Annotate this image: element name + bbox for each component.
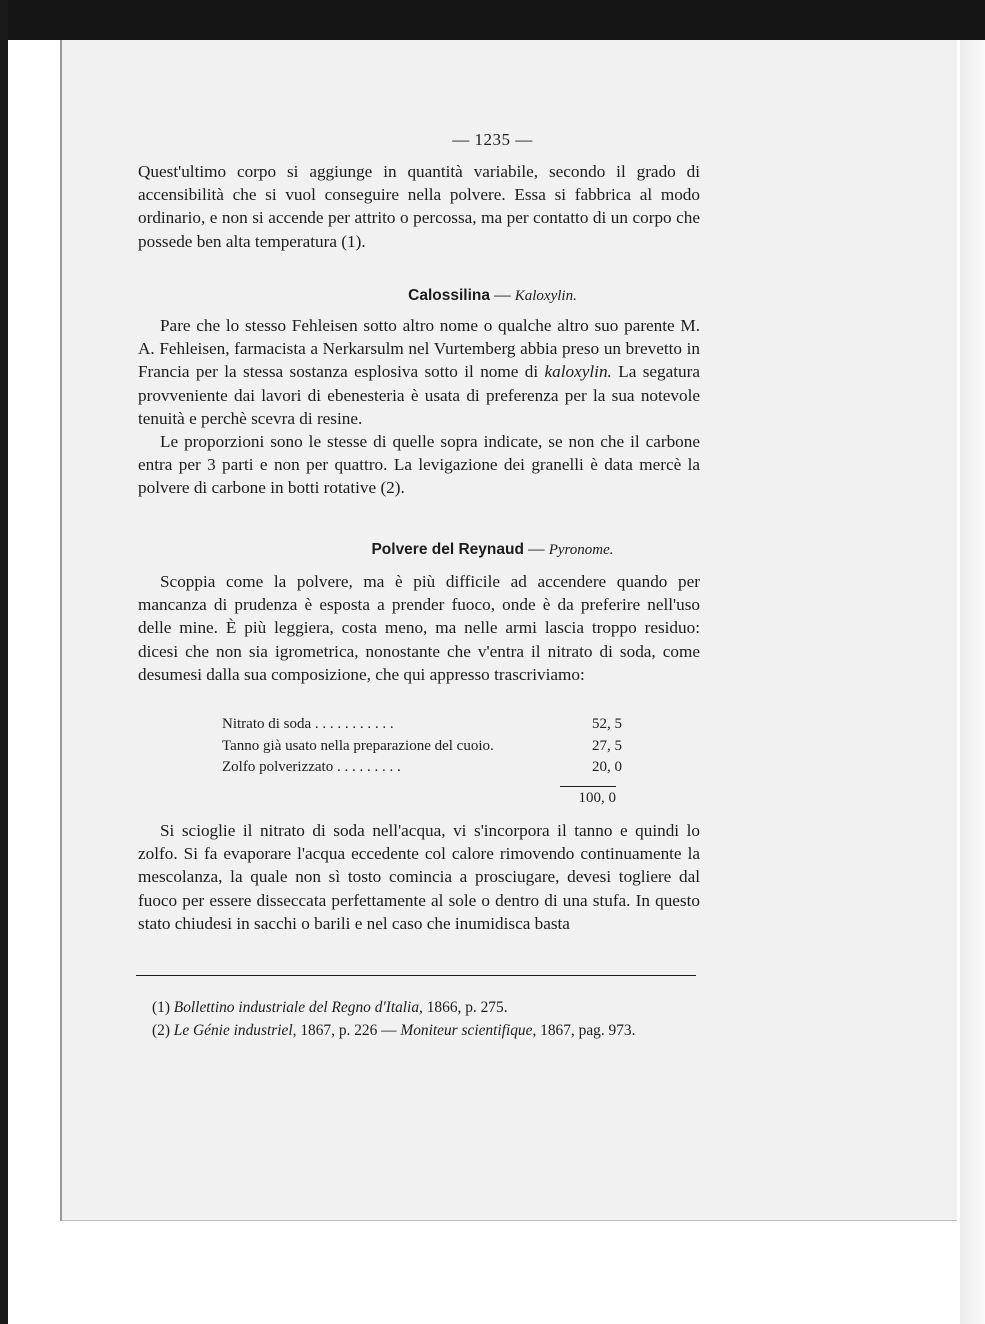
paragraph-2-text-a: Pare che lo stesso Fehleisen sotto altro nome o qualche altro suo parente M. A. Fehleisen, farmacista a Nerkarsulm nel Vurtemberg abbia preso un brevetto in Francia per la stessa sostanza esplosiva sotto il nome di [138,316,700,382]
footnotes [136,996,696,1042]
composition-label: Nitrato di soda . . . . . . . . . . . [222,716,394,732]
heading-calossilina [0,285,985,305]
composition-value: 52, 5 [592,716,622,732]
footnote-rule [136,975,696,976]
footnote-2-source-1: Le Génie industriel [173,1022,293,1039]
paragraph-2-text-b: La segatura provveniente dai lavori di ebenesteria è usata di preferenza per la sua notevole tenuità e perchè scevra di resine. [138,362,700,428]
footnote-2 [136,1019,696,1042]
composition-value: 20, 0 [592,759,622,775]
heading-reynaud-name: Polvere del Reynaud [371,541,524,558]
composition-row [222,736,622,758]
composition-label: Tanno già usato nella preparazione del cuoio. [222,737,494,754]
composition-row [222,757,622,779]
footnote-2-ref: , 1867, pag. 973. [532,1022,636,1039]
composition-label: Zolfo polverizzato . . . . . . . . . [222,759,401,775]
footnote-1-mark: (1) [152,999,174,1016]
footnote-1 [136,996,696,1019]
composition-sum-rule [560,786,616,787]
composition-table [222,714,622,779]
heading-calossilina-alt: Kaloxylin. [514,288,577,304]
heading-reynaud-dash: — [523,539,549,558]
scan-top-border [0,0,985,40]
composition-row [222,714,622,736]
paragraph-3: Le proporzioni sono le stesse di quelle sopra indicate, se non che il carbone entra per 3 parti e non per quattro. La levigazione dei granelli è data mercè la polvere di carbone in botti rotative (2). [138,432,700,498]
composition-total: 100, 0 [578,790,616,806]
page-number: — 1235 — [452,130,533,149]
paragraph-2 [138,314,700,500]
scan-left-border [0,0,8,1324]
footnote-1-source: Bollettino industriale del Regno d'Italia, [173,999,423,1016]
paragraph-2-italic: kaloxylin. [544,362,612,382]
footnote-2-mid: , 1867, p. 226 — [292,1022,401,1039]
heading-calossilina-name: Calossilina [408,287,490,304]
heading-reynaud-alt: Pyronome. [548,542,614,558]
paragraph-5 [138,819,700,935]
heading-reynaud [0,539,985,559]
paragraph-4 [138,570,700,686]
paragraph-1 [138,160,700,253]
footnote-2-source-2: Moniteur scientifique [400,1022,533,1039]
footnote-1-ref: 1866, p. 275. [422,999,508,1016]
footnote-2-mark: (2) [152,1022,174,1039]
paragraph-5-text: Si scioglie il nitrato di soda nell'acqua, vi s'incorpora il tanno e quindi lo zolfo. Si fa evaporare l'acqua eccedente col calore rimovendo continuamente la mescolanza, la quale non sì tosto comincia a prosciugare, devesi togliere dal fuoco per essere disseccata perfettamente al sole o dentro di una stufa. In questo stato chiudesi in sacchi o barili e nel caso che inumidisca basta [138,821,700,933]
composition-value: 27, 5 [592,737,622,754]
heading-calossilina-dash: — [490,285,515,304]
scan-right-margin [960,40,985,1324]
paragraph-1-text: Quest'ultimo corpo si aggiunge in quantità variabile, secondo il grado di accensibilità che si vuol conseguire nella polvere. Essa si fabbrica al modo ordinario, e non si accende per attrito o percossa, ma per contatto di un corpo che possede ben alta temperatura (1). [138,162,700,251]
paragraph-4-text: Scoppia come la polvere, ma è più difficile ad accendere quando per mancanza di prudenza è esposta a prender fuoco, onde è da preferire nell'uso delle mine. È più leggiera, costa meno, ma nelle armi lascia troppo residuo: dicesi che non sia igrometrica, nonostante che v'entra il nitrato di soda, come desumesi dalla sua composizione, che qui appresso trascriviamo: [138,572,700,684]
